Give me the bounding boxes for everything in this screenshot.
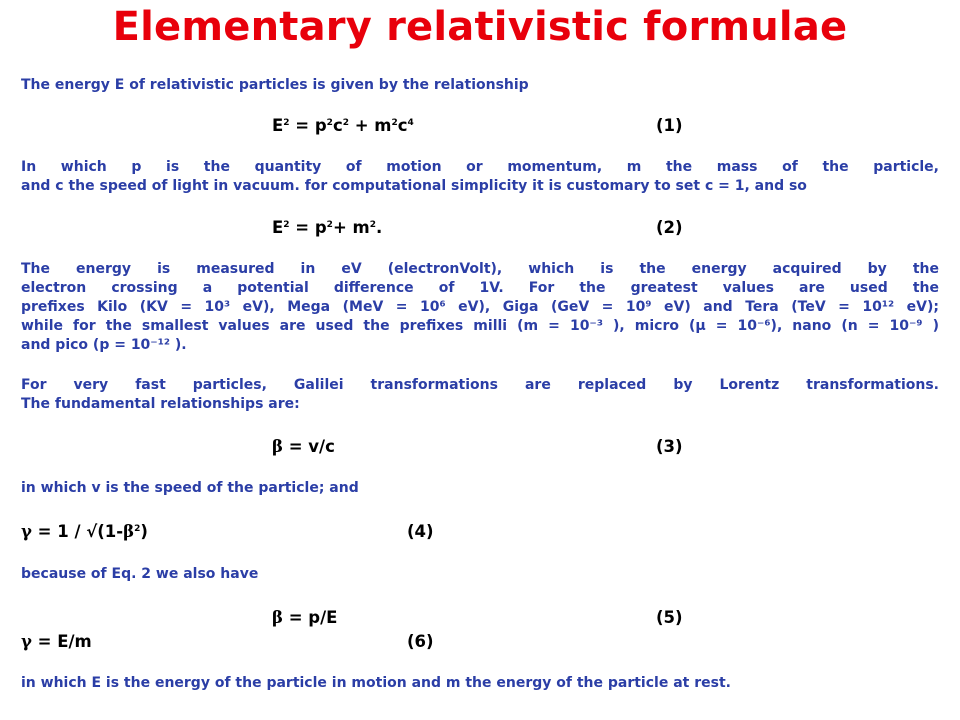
energy-paragraph-line-1: The energy is measured in eV (electronVolt), which is the energy acquired by the (21, 261, 939, 277)
equation-4: $\gamma = 1 / √(1-\beta^2)$ (21, 522, 148, 541)
because-note: because of Eq. 2 we also have (21, 566, 259, 582)
energy-paragraph-line-5: and pico (p = 10⁻¹² ). (21, 337, 187, 353)
equation-5: β = p/E (272, 608, 338, 627)
energy-paragraph-line-2: electron crossing a potential difference of 1V. For the greatest values are used the (21, 280, 939, 296)
final-note: in which E is the energy of the particle in motion and m the energy of the particle at rest. (21, 675, 731, 691)
equation-1-number: (1) (656, 116, 683, 135)
equation-1: $E^2 = p^2c^2 + m^2c^4$ (272, 116, 414, 135)
equation-2-number: (2) (656, 218, 683, 237)
equation-3-number: (3) (656, 437, 683, 456)
momentum-paragraph-line-1: In which p is the quantity of motion or momentum, m the mass of the particle, (21, 159, 939, 175)
equation-2: $E^2 = p^2+ m^2$. (272, 218, 383, 237)
equation-6-number: (6) (407, 632, 434, 651)
equation-5-number: (5) (656, 608, 683, 627)
page-title: Elementary relativistic formulae (112, 4, 848, 50)
equation-6: γ = E/m (21, 632, 92, 651)
speed-note: in which v is the speed of the particle; and (21, 480, 359, 496)
energy-paragraph-line-4: while for the smallest values are used the prefixes milli (m = 10⁻³ ), micro (μ = 10⁻⁶), nano (n = 10⁻⁹ ) (21, 318, 939, 334)
energy-paragraph-line-3: prefixes Kilo (KV = 10³ eV), Mega (MeV = 10⁶ eV), Giga (GeV = 10⁹ eV) and Tera (TeV = 10¹² eV); (21, 299, 939, 315)
lorentz-paragraph-line-2: The fundamental relationships are: (21, 396, 300, 412)
lorentz-paragraph-line-1: For very fast particles, Galilei transformations are replaced by Lorentz transformations. (21, 377, 939, 393)
equation-3: β = v/c (272, 437, 335, 456)
equation-4-number: (4) (407, 522, 434, 541)
intro-text: The energy E of relativistic particles is given by the relationship (21, 77, 529, 93)
momentum-paragraph-line-2: and c the speed of light in vacuum. for computational simplicity it is customary to set c = 1, and so (21, 178, 807, 194)
